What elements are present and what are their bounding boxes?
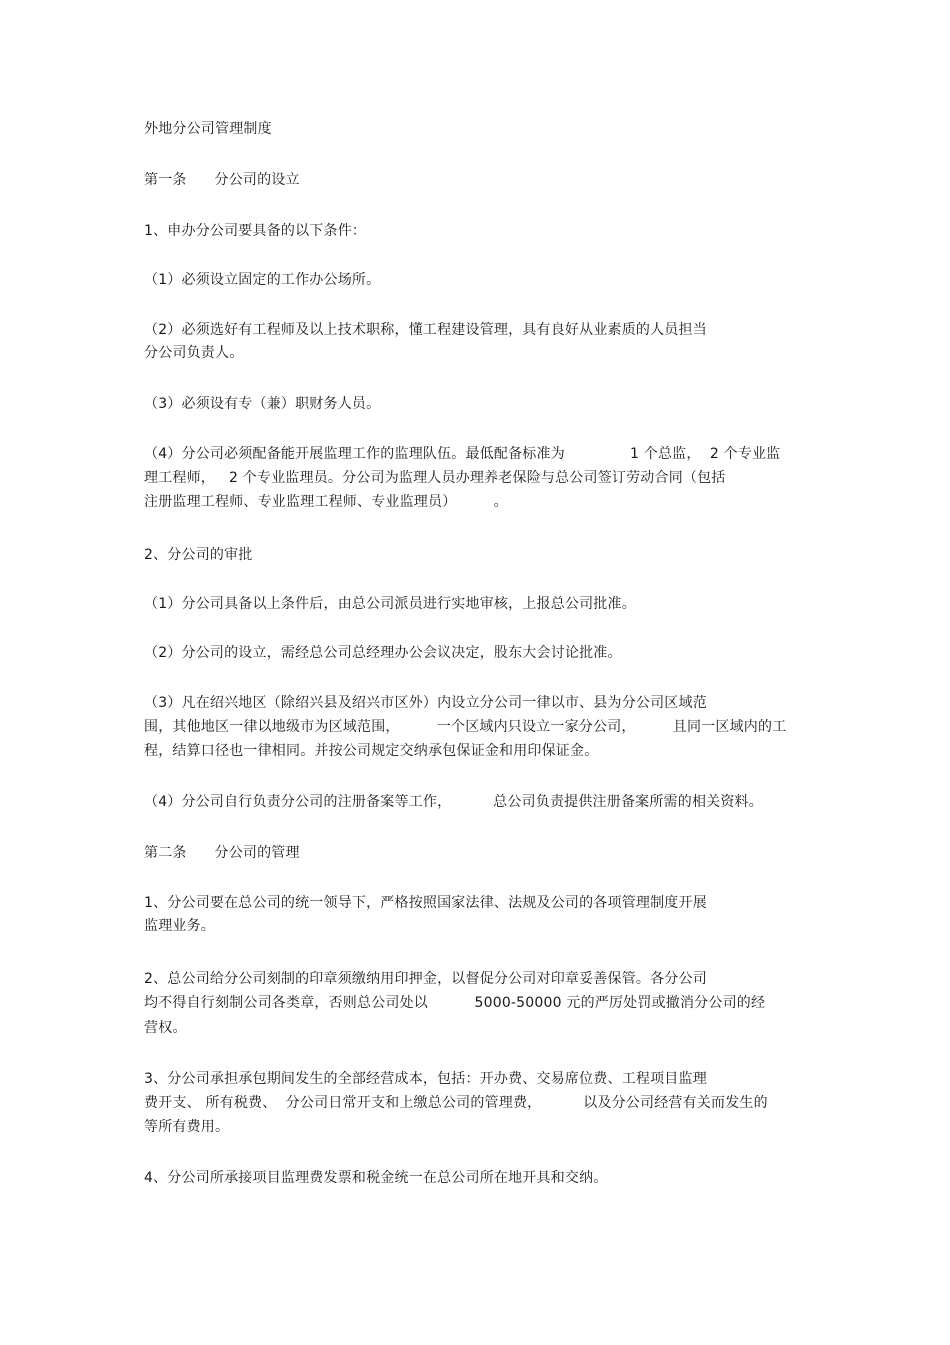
management-3-line-3: 等所有费用。 [144, 1119, 230, 1135]
management-2-line-3: 营权。 [144, 1020, 187, 1036]
condition-4-line-2: 理工程师， 2 个专业监理员。分公司为监理人员办理养老保险与总公司签订劳动合同（包括 [144, 470, 726, 486]
management-1-line-1: 1、分公司要在总公司的统一领导下，严格按照国家法律、法规及公司的各项管理制度开展 [144, 895, 707, 911]
approval-3-line-3: 程，结算口径也一律相同。并按公司规定交纳承包保证金和用印保证金。 [144, 743, 599, 759]
article-1-heading: 第一条 分公司的设立 [144, 172, 300, 188]
management-2-line-2: 均不得自行刻制公司各类章，否则总公司处以 5000-50000 元的严厉处罚或撤消分公司的经 [144, 995, 766, 1011]
document-title: 外地分公司管理制度 [144, 121, 272, 137]
condition-4-line-1: （4）分公司必须配备能开展监理工作的监理队伍。最低配备标准为 1 个总监， 2 个专业监 [144, 446, 781, 462]
management-3-line-1: 3、分公司承担承包期间发生的全部经营成本，包括：开办费、交易席位费、工程项目监理 [144, 1071, 707, 1087]
management-1-line-2: 监理业务。 [144, 918, 215, 934]
section-2-intro: 2、分公司的审批 [144, 547, 253, 563]
management-2-line-1: 2、总公司给分公司刻制的印章须缴纳用印押金，以督促分公司对印章妥善保管。各分公司 [144, 971, 707, 987]
approval-2: （2）分公司的设立，需经总公司总经理办公会议决定，股东大会讨论批准。 [144, 645, 622, 661]
condition-3: （3）必须设有专（兼）职财务人员。 [144, 396, 381, 412]
condition-2-line-1: （2）必须选好有工程师及以上技术职称，懂工程建设管理，具有良好从业素质的人员担当 [144, 322, 707, 338]
management-4: 4、分公司所承接项目监理费发票和税金统一在总公司所在地开具和交纳。 [144, 1170, 608, 1186]
section-1-intro: 1、申办分公司要具备的以下条件： [144, 223, 367, 239]
approval-3-line-1: （3）凡在绍兴地区（除绍兴县及绍兴市区外）内设立分公司一律以市、县为分公司区域范 [144, 695, 707, 711]
condition-4-line-3: 注册监理工程师、专业监理工程师、专业监理员） 。 [144, 494, 508, 510]
approval-1: （1）分公司具备以上条件后，由总公司派员进行实地审核，上报总公司批准。 [144, 596, 636, 612]
article-2-heading: 第二条 分公司的管理 [144, 845, 300, 861]
approval-4: （4）分公司自行负责分公司的注册备案等工作， 总公司负责提供注册备案所需的相关资料。 [144, 794, 763, 810]
condition-2-line-2: 分公司负责人。 [144, 345, 244, 361]
condition-1: （1）必须设立固定的工作办公场所。 [144, 272, 381, 288]
approval-3-line-2: 围，其他地区一律以地级市为区域范围， 一个区域内只设立一家分公司， 且同一区域内的工 [144, 719, 787, 735]
management-3-line-2: 费开支、 所有税费、 分公司日常开支和上缴总公司的管理费， 以及分公司经营有关而发生的 [144, 1095, 768, 1111]
